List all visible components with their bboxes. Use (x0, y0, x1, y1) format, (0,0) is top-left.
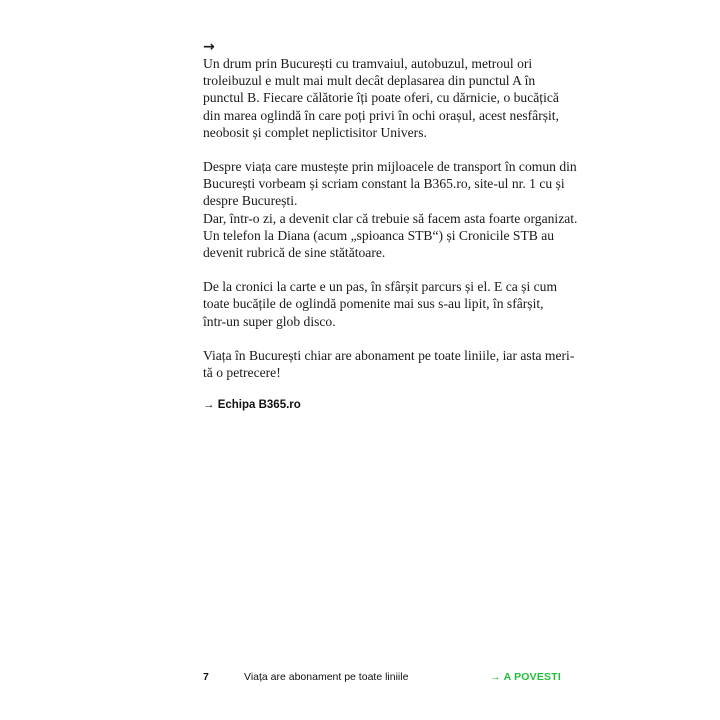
paragraph-1 (203, 55, 563, 141)
paragraph-3 (203, 278, 563, 330)
text-line: neobosit și complet neplictisitor Univers. (203, 124, 427, 140)
text-line: toate bucățile de oglindă pomenite mai sus s-au lipit, în sfârșit, (203, 296, 544, 312)
text-line: troleibuzul e mult mai mult decât deplasarea din punctul A în (203, 73, 536, 89)
paragraph-2 (203, 158, 578, 261)
signature: → Echipa B365.ro (203, 399, 301, 412)
text-line: din marea oglindă în care poți privi în ochi orașul, acest nesfârșit, (203, 107, 559, 123)
page-footer (203, 670, 561, 684)
text-line: Despre viața care mustește prin mijloacele de transport în comun din (203, 159, 577, 175)
section-label: → A POVESTI (490, 671, 561, 683)
text-line: Viața în București chiar are abonament pe toate liniile, iar asta meri- (203, 347, 575, 363)
running-title: Viața are abonament pe toate liniile (244, 671, 409, 683)
text-line: De la cronici la carte e un pas, în sfârșit parcurs și el. E ca și cum (203, 279, 558, 295)
text-line: Un drum prin București cu tramvaiul, autobuzul, metroul ori (203, 56, 533, 71)
text-line: tă o petrecere! (203, 365, 281, 381)
paragraph-4 (203, 347, 575, 381)
text-line: devenit rubrică de sine stătătoare. (203, 245, 386, 261)
page-number: 7 (203, 671, 209, 683)
text-line: într-un super glob disco. (203, 313, 336, 329)
text-line: despre București. (203, 193, 298, 209)
arrow-icon: → (203, 39, 215, 55)
page-body (203, 39, 578, 412)
text-line: București vorbeam și scriam constant la B365.ro, site-ul nr. 1 cu și (203, 176, 565, 192)
text-line: Dar, într-o zi, a devenit clar că trebuie să facem asta foarte organizat. (203, 210, 578, 226)
text-line: Un telefon la Diana (acum „spioanca STB“) și Cronicile STB au (203, 227, 555, 243)
text-line: punctul B. Fiecare călătorie îți poate oferi, cu dărnicie, o bucățică (203, 90, 559, 106)
